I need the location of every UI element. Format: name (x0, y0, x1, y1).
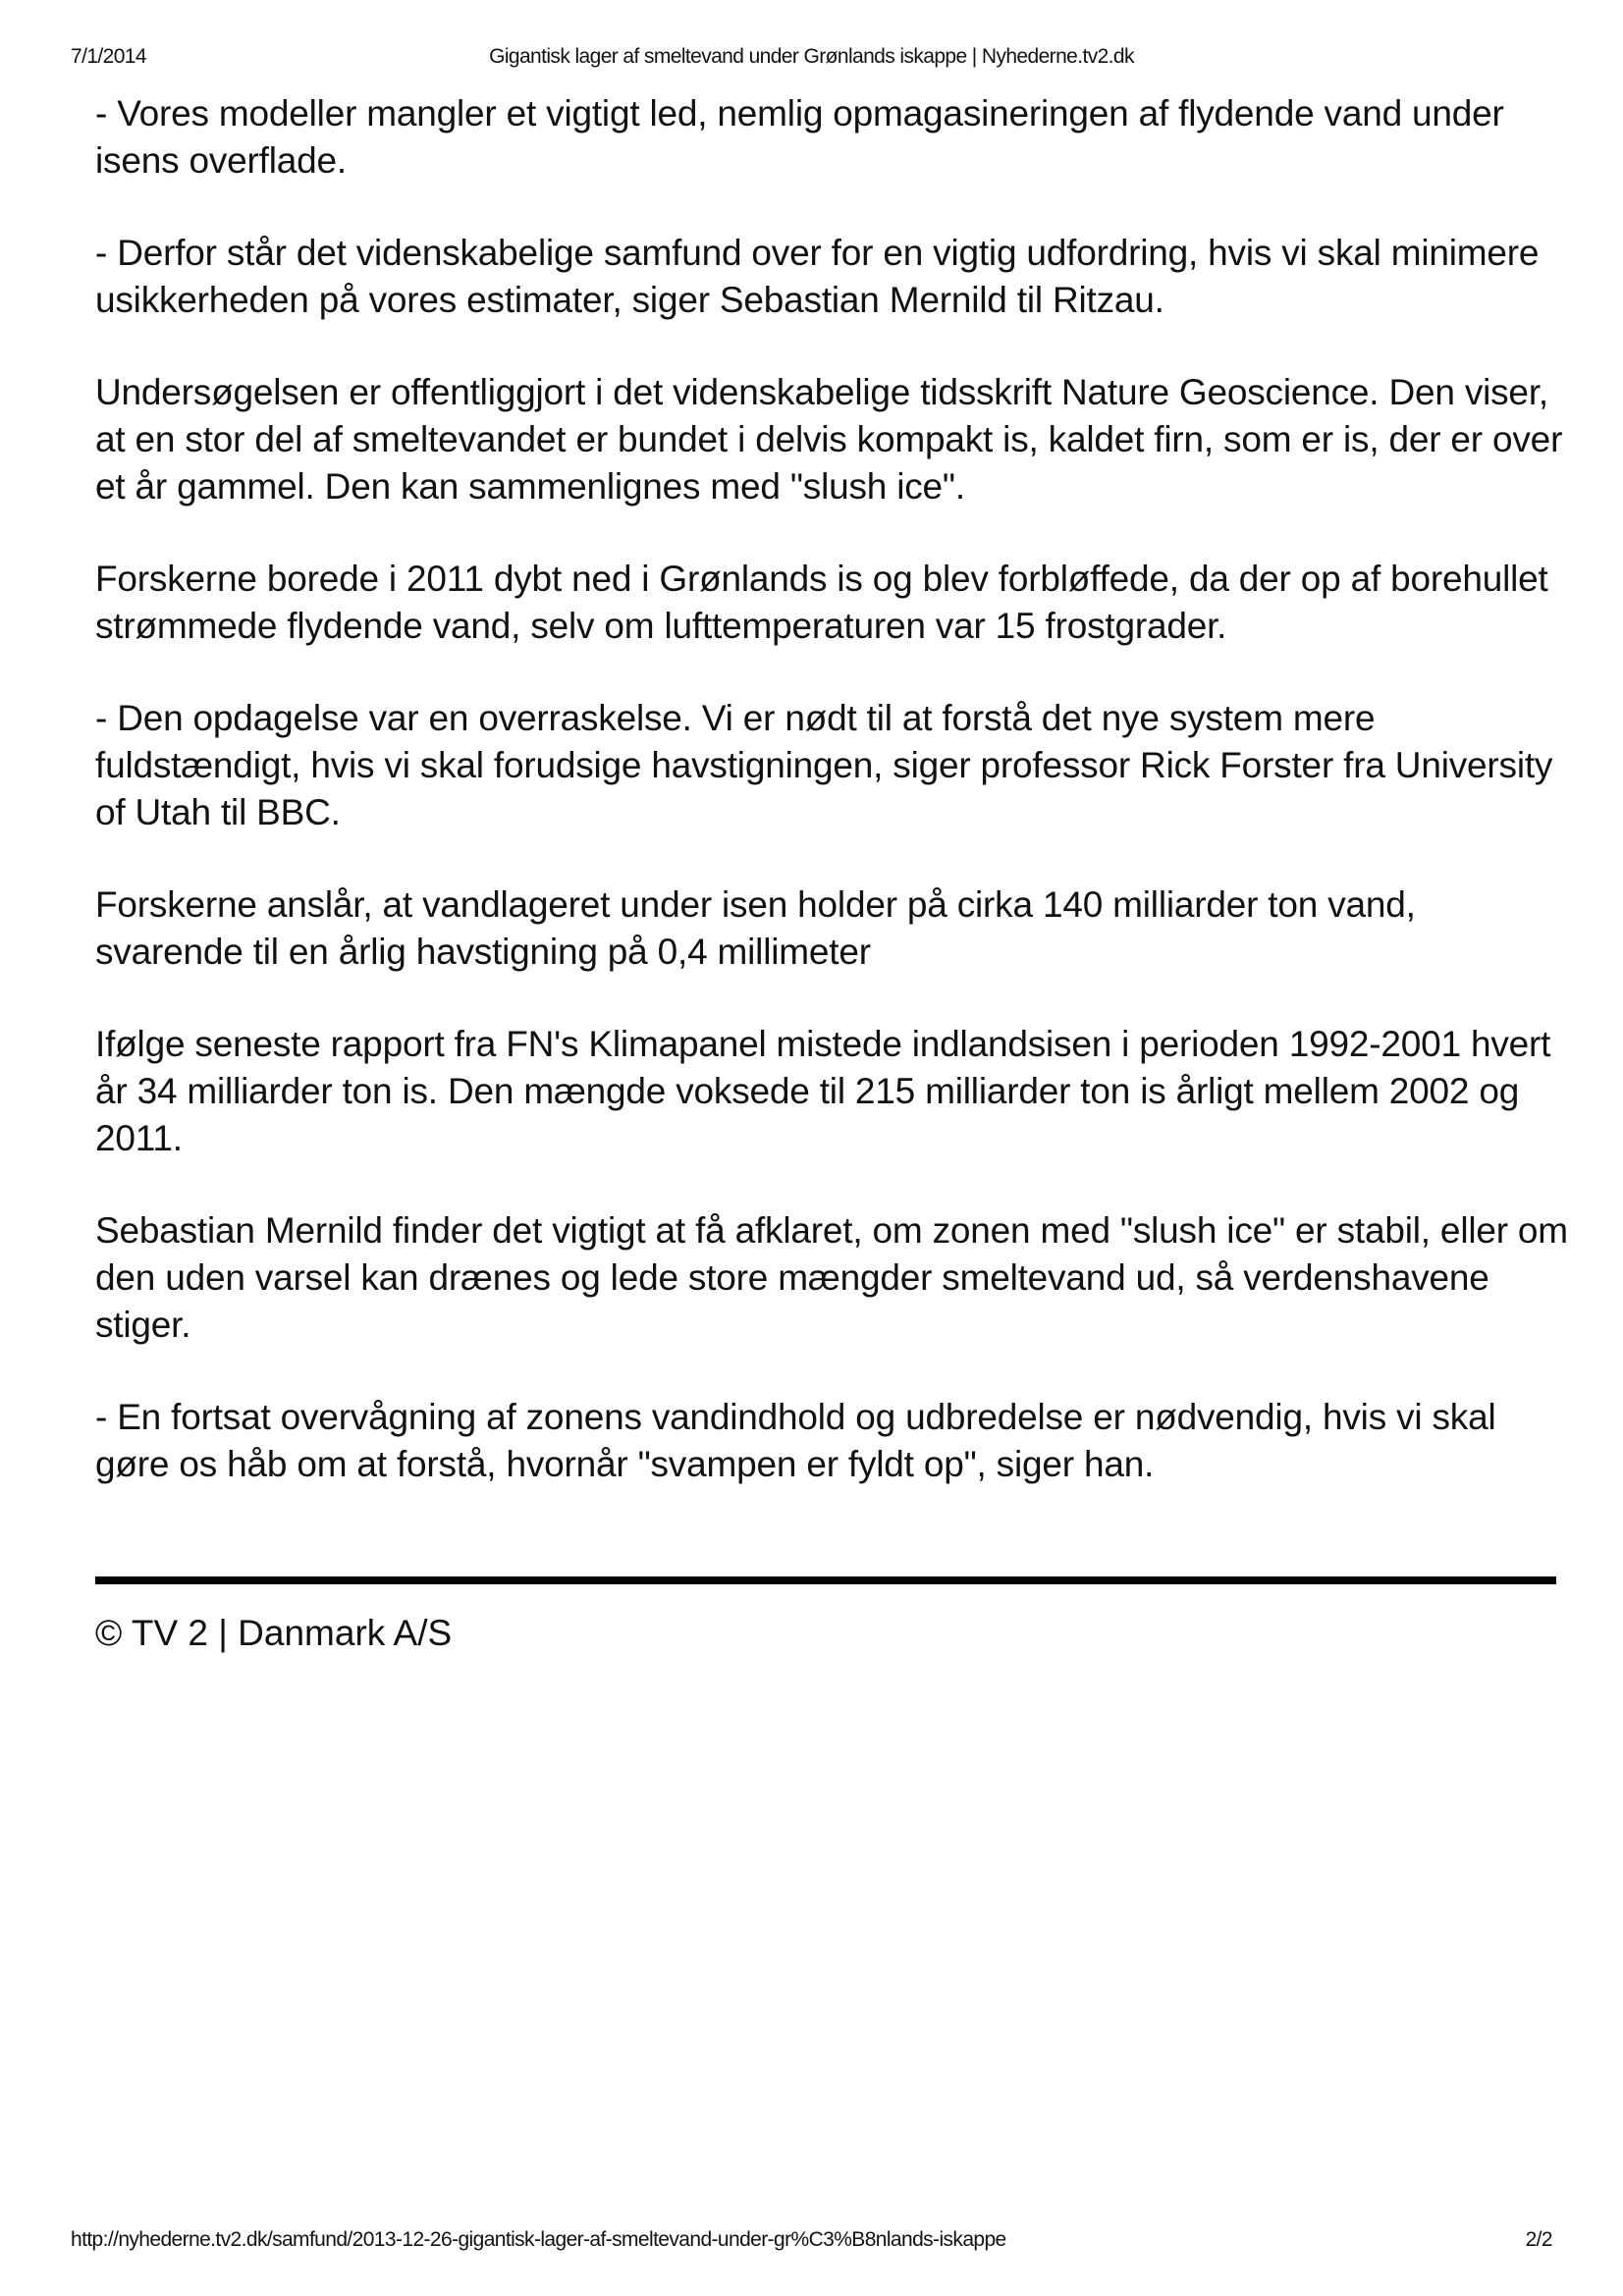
article-paragraph: - Den opdagelse var en overraskelse. Vi er nødt til at forstå det nye system mere fuldstændigt, hvis vi skal forudsige havstigningen, siger professor Rick Forster fra University of Utah til BBC. (95, 698, 1553, 832)
article-paragraph: - Vores modeller mangler et vigtigt led, nemlig opmagasineringen af flydende vand under isens overflade. (95, 93, 1504, 181)
footer-divider (95, 1576, 1556, 1584)
page-title: Gigantisk lager af smeltevand under Grønlands iskappe | Nyhederne.tv2.dk (489, 45, 1134, 68)
print-header (71, 45, 1552, 75)
article-paragraph: Undersøgelsen er offentliggjort i det videnskabelige tidsskrift Nature Geoscience. Den viser, at en stor del af smeltevandet er bundet i delvis kompakt is, kaldet firn, som er is, der er over et år gammel. Den kan sammenlignes med "slush ice". (95, 372, 1563, 507)
article-paragraph: Sebastian Mernild finder det vigtigt at få afklaret, om zonen med "slush ice" er stabil, eller om den uden varsel kan drænes og lede store mængder smeltevand ud, så verdenshavene stiger. (95, 1210, 1568, 1345)
page-number: 2/2 (1525, 2228, 1552, 2251)
copyright-notice: © TV 2 | Danmark A/S (95, 1613, 453, 1653)
article-paragraph: - Derfor står det videnskabelige samfund over for en vigtig udfordring, hvis vi skal minimere usikkerheden på vores estimater, siger Sebastian Mernild til Ritzau. (95, 233, 1540, 320)
print-footer (71, 2228, 1552, 2258)
print-date: 7/1/2014 (71, 45, 146, 68)
article-paragraph: - En fortsat overvågning af zonens vandindhold og udbredelse er nødvendig, hvis vi skal gøre os håb om at forstå, hvornår "svampen er fyldt op", siger han. (95, 1397, 1496, 1484)
page-url: http://nyhederne.tv2.dk/samfund/2013-12-26-gigantisk-lager-af-smeltevand-under-gr%C3%B8nlands-iskappe (71, 2228, 1006, 2251)
article-paragraph: Forskerne anslår, at vandlageret under isen holder på cirka 140 milliarder ton vand, svarende til en årlig havstigning på 0,4 millimeter (95, 884, 1416, 972)
article-paragraph: Ifølge seneste rapport fra FN's Klimapanel mistede indlandsisen i perioden 1992-2001 hvert år 34 milliarder ton is. Den mængde voksede til 215 milliarder ton is årligt mellem 2002 og 2011. (95, 1024, 1551, 1158)
article-body (95, 90, 1568, 1533)
article-paragraph: Forskerne borede i 2011 dybt ned i Grønlands is og blev forbløffede, da der op af borehullet strømmede flydende vand, selv om lufttemperaturen var 15 frostgrader. (95, 559, 1548, 646)
